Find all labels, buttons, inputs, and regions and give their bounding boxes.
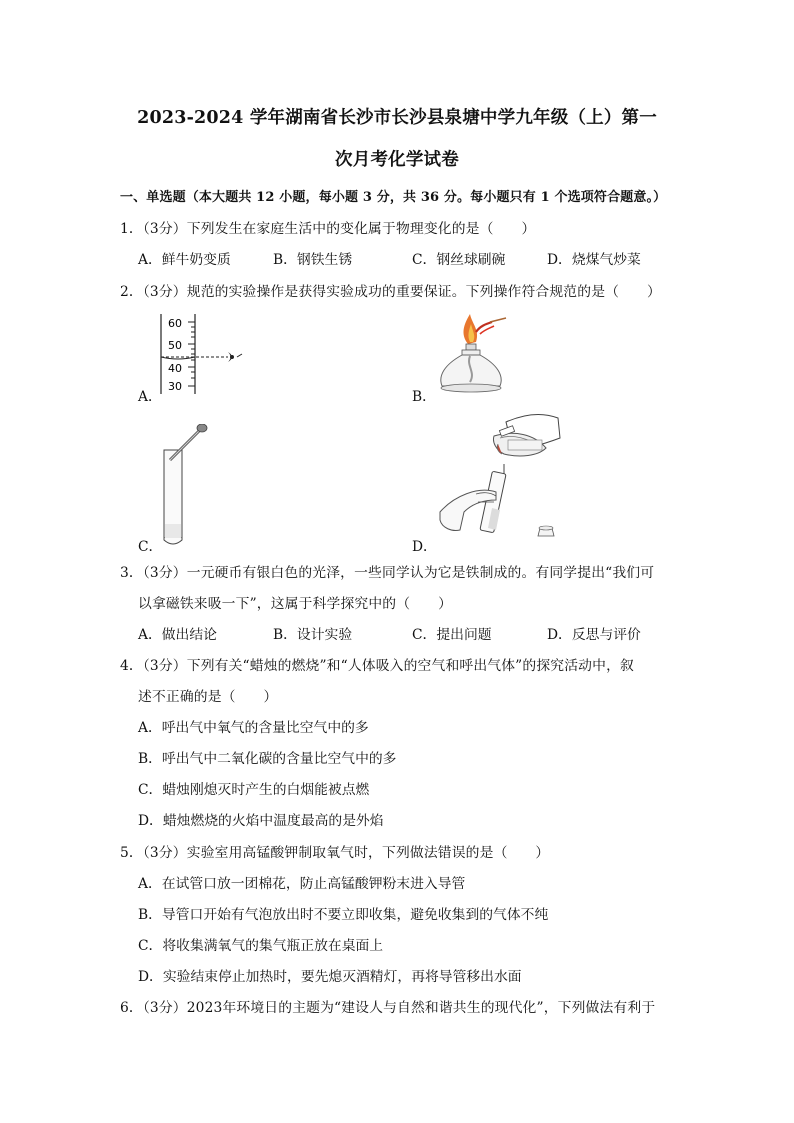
- question-3-stem-line-2: 以拿磁铁来吸一下”，这属于科学探究中的（ ）: [138, 596, 453, 612]
- scale-label-50: 50: [168, 339, 182, 352]
- question-4-option-a: A．呼出气中氧气的含量比空气中的多: [138, 720, 369, 736]
- question-3-stem-line-1: 3．（3分）一元硬币有银白色的光泽，一些同学认为它是铁制成的。有同学提出“我们可: [120, 565, 655, 581]
- question-1-option-b: B．钢铁生锈: [273, 252, 353, 268]
- question-4-stem-line-2: 述不正确的是（ ）: [138, 689, 278, 705]
- question-1-stem: 1．（3分）下列发生在家庭生活中的变化属于物理变化的是（ ）: [120, 221, 536, 237]
- question-3-option-b: B．设计实验: [273, 627, 353, 643]
- question-2-label-b: B．: [412, 389, 436, 405]
- question-2-label-c: C．: [138, 539, 163, 555]
- question-4-option-b: B．呼出气中二氧化碳的含量比空气中的多: [138, 751, 397, 767]
- exam-title-line-1: 2023-2024 学年湖南省长沙市长沙县泉塘中学九年级（上）第一: [137, 108, 657, 128]
- dropper-in-tube-figure: [156, 424, 216, 548]
- question-4-option-c: C．蜡烛刚熄灭时产生的白烟能被点燃: [138, 782, 370, 798]
- question-3-option-d: D．反思与评价: [547, 627, 641, 643]
- pouring-liquid-figure: [434, 404, 564, 548]
- question-5-option-a: A．在试管口放一团棉花，防止高锰酸钾粉末进入导管: [138, 876, 466, 892]
- question-3-option-a: A．做出结论: [138, 627, 217, 643]
- question-5-option-d: D．实验结束停止加热时，要先熄灭酒精灯，再将导管移出水面: [138, 969, 522, 985]
- scale-label-30: 30: [168, 380, 182, 393]
- question-5-option-c: C．将收集满氧气的集气瓶正放在桌面上: [138, 938, 384, 954]
- exam-title-line-2: 次月考化学试卷: [335, 150, 459, 170]
- question-5-option-b: B．导管口开始有气泡放出时不要立即收集，避免收集到的气体不纯: [138, 907, 549, 923]
- question-5-stem: 5．（3分）实验室用高锰酸钾制取氧气时，下列做法错误的是（ ）: [120, 845, 550, 861]
- cylinder-reading-figure: [158, 312, 248, 398]
- alcohol-lamp-figure: [432, 310, 512, 400]
- question-1-option-d: D．烧煤气炒菜: [547, 252, 641, 268]
- question-2-stem: 2．（3分）规范的实验操作是获得实验成功的重要保证。下列操作符合规范的是（ ）: [120, 284, 661, 300]
- section-heading: 一、单选题（本大题共 12 小题，每小题 3 分，共 36 分。每小题只有 1 个选项符合题意。）: [120, 190, 667, 205]
- scale-label-40: 40: [168, 362, 182, 375]
- question-1-option-a: A．鲜牛奶变质: [138, 252, 231, 268]
- question-6-stem: 6．（3分）2023年环境日的主题为“建设人与自然和谐共生的现代化”，下列做法有利于: [120, 1000, 656, 1016]
- scale-label-60: 60: [168, 317, 182, 330]
- question-2-label-a: A．: [138, 389, 162, 405]
- question-4-option-d: D．蜡烛燃烧的火焰中温度最高的是外焰: [138, 813, 384, 829]
- question-2-label-d: D．: [412, 539, 437, 555]
- question-3-option-c: C．提出问题: [412, 627, 492, 643]
- question-1-option-c: C．钢丝球刷碗: [412, 252, 506, 268]
- question-4-stem-line-1: 4．（3分）下列有关“蜡烛的燃烧”和“人体吸入的空气和呼出气体”的探究活动中，叙: [120, 658, 634, 674]
